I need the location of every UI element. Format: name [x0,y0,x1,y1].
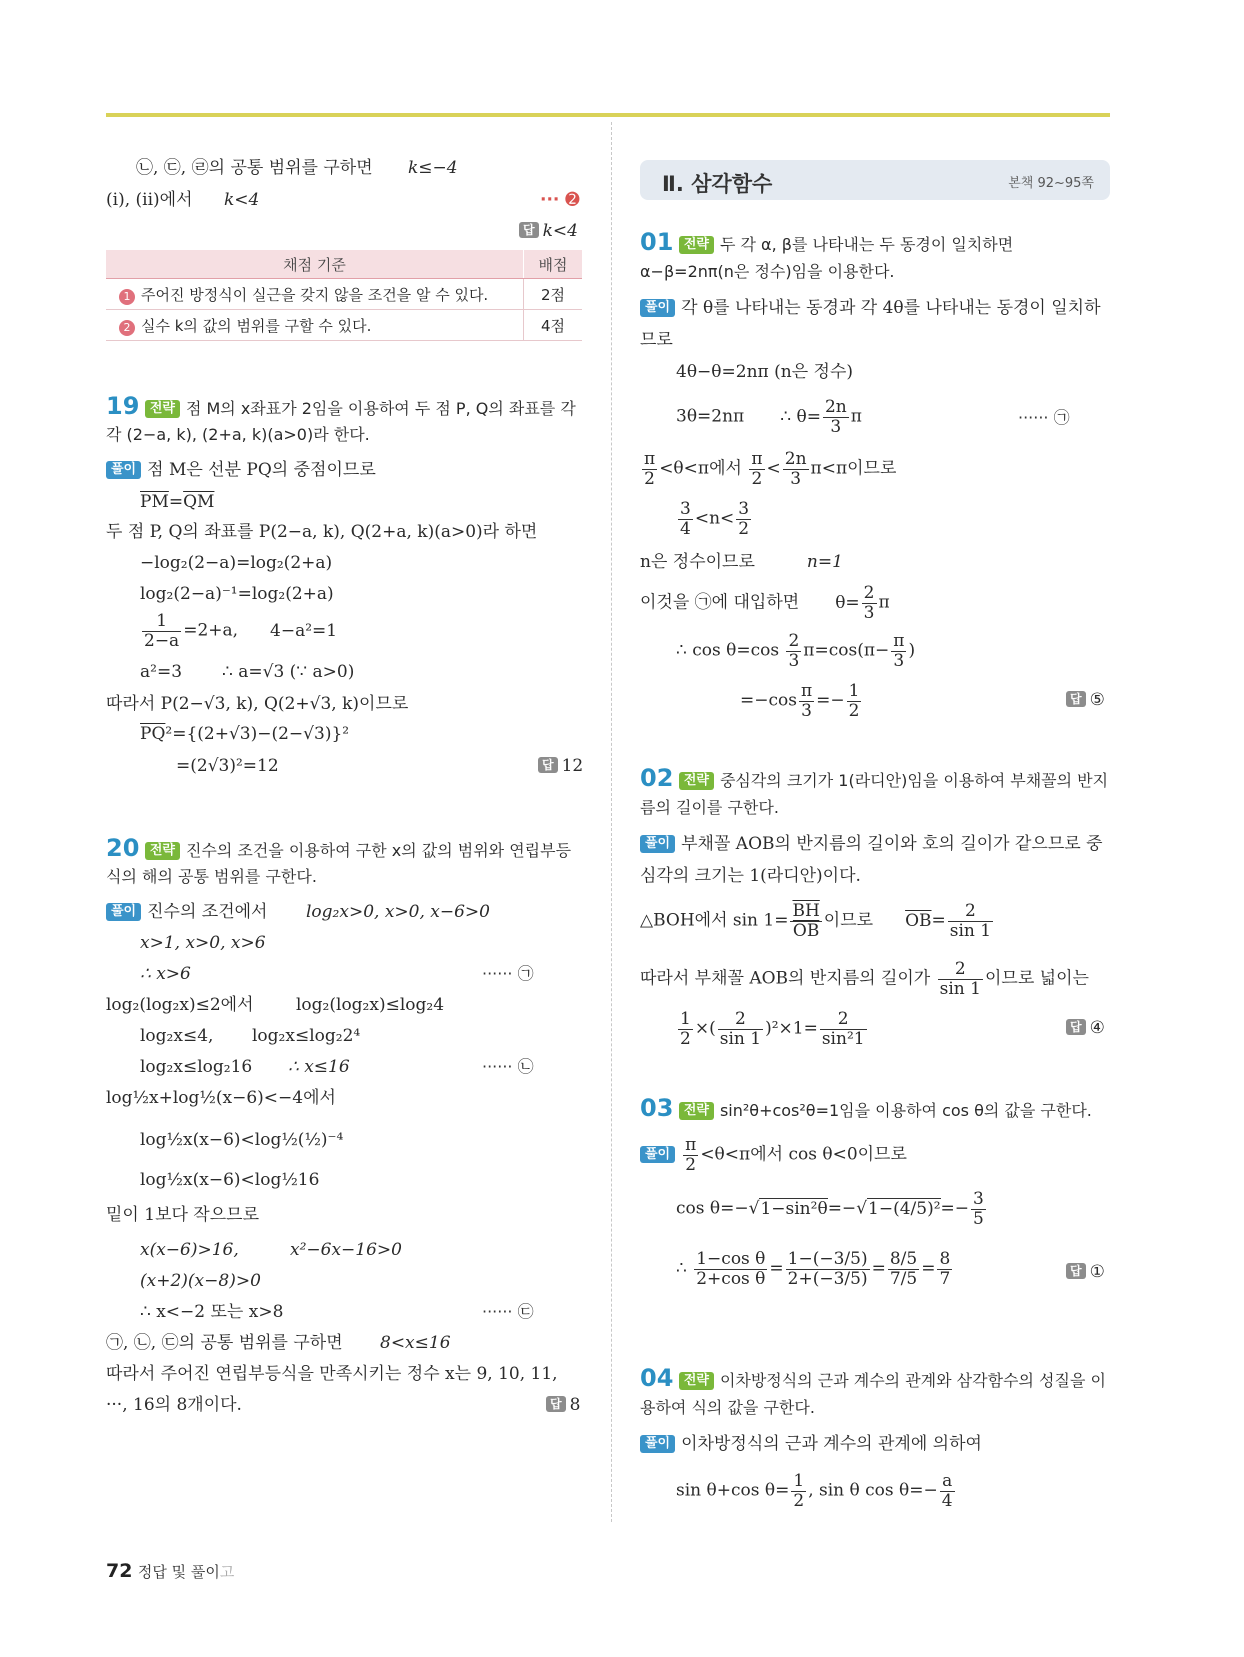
answer-03: 답 ① [1066,1262,1105,1282]
math-line: $\overline{PQ}^2=\{(2+√3)-(2-√3)\}^2$ [140,724,350,744]
text-line: 따라서 주어진 연립부등식을 만족시키는 정수 x는 9, 10, 11, [106,1364,558,1384]
answer-badge: 답 [1066,1019,1086,1035]
problem-03-heading [640,1094,1092,1123]
problem-02-heading [640,764,1108,793]
text-line: (i), (ii)에서 [106,190,193,210]
problem-number: 19 [106,392,140,420]
answer-badge: 답 [538,757,558,773]
solution-tag: 풀이 [106,903,141,921]
table-cell: 4점 [524,310,583,341]
strategy-tag: 전략 [679,772,714,790]
math-line: 이것을 ㉠에 대입하면 θ= $\frac{2}{3}$ π [640,583,890,623]
math-line: log₂x≤log₂16 [140,1057,253,1077]
circle-mark-2: ······ ㉡ [482,1057,534,1076]
math-line: sin θ+cos θ= $\frac{1}{2}$ , sin θ cos θ=− $\frac{a}{4}$ [676,1471,953,1511]
problem-04-heading [640,1364,1106,1393]
problem-number: 02 [640,764,674,792]
answer-badge: 답 [519,222,539,238]
math-line: log½x+log½(x−6)<−4에서 [106,1088,336,1108]
math-line: log₂x≤log₂2⁴ [252,1026,361,1046]
solution-line: 풀이 $\frac{\pi}{2}$ <θ<π에서 cos θ<0이므로 [640,1136,907,1174]
math-line: $\frac{1}{2}$ ×( $\frac{2}{\sin 1}$ )²×1= $\frac{2}{\text{sin²1}}$ [680,1009,865,1049]
circle-mark-1: ······ ㉠ [1018,408,1070,427]
answer-01: 답 ⑤ [1066,690,1105,710]
problem-number: 01 [640,228,674,256]
strategy-tag: 전략 [679,1102,714,1120]
text-line: 므로 [640,330,673,350]
math-line: ∴ x<−2 또는 x>8 [140,1302,284,1322]
answer-badge: 답 [546,1396,566,1412]
math-line: 따라서 부채꼴 AOB의 반지름의 길이가 $\frac{2}{\sin 1}$ 이므로 넓이는 [640,959,1089,999]
answer-badge: 답 [1066,1263,1086,1279]
strategy-text: 점 M의 x좌표가 2임을 이용하여 두 점 P, Q의 좌표를 각 [185,399,576,418]
strategy-text: 용하여 식의 값을 구한다. [640,1398,815,1417]
strategy-text: 중심각의 크기가 1(라디안)임을 이용하여 부채꼴의 반지 [719,771,1109,790]
solution-line: 풀이 각 θ를 나타내는 동경과 각 4θ를 나타내는 동경이 일치하 [640,298,1101,318]
math-line: $\overline{PM}=\overline{QM}$ [140,492,215,512]
strategy-tag: 전략 [145,842,180,860]
math-line: ∴ x≤16 [288,1057,350,1077]
solution-line: 풀이 점 M은 선분 PQ의 중점이므로 [106,460,376,480]
table-row [106,279,582,310]
strategy-text: 이차방정식의 근과 계수의 관계와 삼각함수의 성질을 이 [719,1371,1106,1390]
solution-tag: 풀이 [640,835,675,853]
chapter-header [640,160,1110,200]
math-line: =(2√3)²=12 [176,756,279,776]
problem-number: 04 [640,1364,674,1392]
math-line: log₂(log₂x)≤log₂4 [296,995,445,1015]
footer-label: 정답 및 풀이 [137,1563,220,1581]
footer-label-suffix: 고 [219,1563,235,1581]
strategy-tag: 전략 [679,1372,714,1390]
math-line: −log₂(2−a)=log₂(2+a) [140,553,333,573]
math-line: $\frac{3}{4}$ <n< $\frac{3}{2}$ [680,499,750,539]
text-line: ㉠, ㉡, ㉢의 공통 범위를 구하면 [106,1333,343,1353]
math-line: k<4 [224,190,260,210]
page-number: 72 [106,1560,133,1582]
math-line: ∴ $\frac{\text{1−cos θ}}{\text{2+cos θ}}$ = $\frac{1-(-3/5)}{2+(-3/5)}$ = $\frac{8/5}{7/5}$ = $\frac{8}{7}$ [676,1249,951,1289]
math-line: ∴ cos θ=cos $\frac{2}{3}$ π=cos(π− $\frac{\pi}{3}$ ) [676,631,916,671]
answer-top: 답 k<4 [519,221,578,241]
answer-badge: 답 [1066,691,1086,707]
text-line: 심각의 크기는 1(라디안)이다. [640,866,861,886]
row-number: 1 [119,289,135,305]
strategy-tag: 전략 [145,400,180,418]
text-line: 따라서 P(2−√3, k), Q(2+√3, k)이므로 [106,694,409,714]
math-line: △BOH에서 sin 1= $\frac{\overline{BH}}{OB}$ 이므로 $\overline{OB}=$ $\frac{2}{\sin 1}$ [640,901,992,941]
strategy-text: 식의 해의 공통 범위를 구한다. [106,867,317,886]
grading-table [106,250,582,341]
solution-line: 풀이 진수의 조건에서 [106,902,267,922]
problem-number: 03 [640,1094,674,1122]
math-line: $\frac{1}{2-a}$ =2+a, 4−a²=1 [144,611,338,651]
solution-tag: 풀이 [640,299,675,317]
solution-line: 풀이 이차방정식의 근과 계수의 관계에 의하여 [640,1434,982,1454]
table-row [106,310,582,341]
strategy-text: 두 각 α, β를 나타내는 두 동경이 일치하면 [719,235,1014,254]
strategy-tag: 전략 [679,236,714,254]
math-line: log₂(2−a)⁻¹=log₂(2+a) [140,584,334,604]
problem-01-heading [640,228,1013,257]
answer-02: 답 ④ [1066,1018,1105,1038]
table-cell: 주어진 방정식이 실근을 갖지 않을 조건을 알 수 있다. [141,285,489,304]
text-line: 두 점 P, Q의 좌표를 P(2−a, k), Q(2+a, k)(a>0)라 하면 [106,522,538,542]
math-line: cos θ=−√1−sin²θ=−√1−(4/5)²=− $\frac{3}{5}$ [676,1189,984,1229]
strategy-text: sin²θ+cos²θ=1임을 이용하여 cos θ의 값을 구한다. [719,1101,1092,1120]
table-header: 배점 [524,250,583,279]
page-reference: 본책 92~95쪽 [1008,176,1094,191]
problem-19-heading [106,392,576,421]
math-line: x²−6x−16>0 [290,1240,402,1260]
math-line: log₂x>0, x>0, x−6>0 [306,902,490,922]
math-line: ∴ x>6 [140,964,191,984]
table-cell: 2점 [524,279,583,310]
math-line: x>1, x>0, x>6 [140,933,266,953]
top-rule [106,113,1110,117]
math-line: log½x(x−6)<log½16 [140,1170,320,1190]
strategy-text: 각 (2−a, k), (2+a, k)(a>0)라 한다. [106,425,370,444]
text-line: 밑이 1보다 작으므로 [106,1205,259,1225]
math-line: log₂x≤4, [140,1026,214,1046]
strategy-text: 진수의 조건을 이용하여 구한 x의 값의 범위와 연립부등 [185,841,572,860]
math-line: (x+2)(x−8)>0 [140,1271,261,1291]
footer [106,1560,234,1582]
table-header: 채점 기준 [106,250,524,279]
solution-line: 풀이 부채꼴 AOB의 반지름의 길이와 호의 길이가 같으므로 중 [640,834,1103,854]
step-mark-2: ··· ➋ [540,190,580,210]
math-line: 4θ−θ=2nπ (n은 정수) [676,362,853,382]
math-line: 3θ=2nπ ∴ θ= $\frac{2n}{3}$ π [676,397,862,437]
math-line: =−cos $\frac{\pi}{3}$ =− $\frac{1}{2}$ [740,681,860,721]
text-line: n은 정수이므로 n=1 [640,552,843,572]
answer-19: 답 12 [538,756,583,776]
circle-mark-3: ······ ㉢ [482,1302,534,1321]
math-line: log₂(log₂x)≤2에서 [106,995,254,1015]
chapter-title: Ⅱ. 삼각함수 [662,172,773,196]
answer-20: 답 8 [546,1395,580,1415]
math-line: 8<x≤16 [380,1333,451,1353]
solution-tag: 풀이 [640,1435,675,1453]
row-number: 2 [119,320,135,336]
strategy-text: 름의 길이를 구한다. [640,798,779,817]
solution-tag: 풀이 [640,1146,675,1164]
math-line: log½x(x−6)<log½(½)⁻⁴ [140,1130,344,1150]
math-line: k≤−4 [408,158,458,178]
math-line: x(x−6)>16, [140,1240,239,1260]
text-line: ···, 16의 8개이다. [106,1395,242,1415]
math-line: a²=3 ∴ a=√3 (∵ a>0) [140,662,355,682]
column-divider [611,122,612,1522]
text-line: ㉡, ㉢, ㉣의 공통 범위를 구하면 [136,158,373,178]
table-cell: 실수 k의 값의 범위를 구할 수 있다. [141,316,372,335]
problem-number: 20 [106,834,140,862]
strategy-text: α−β=2nπ(n은 정수)임을 이용한다. [640,262,895,281]
solution-tag: 풀이 [106,461,141,479]
circle-mark-1: ······ ㉠ [482,964,534,983]
math-line: $\frac{\pi}{2}$ <θ<π에서 $\frac{\pi}{2}$ < $\frac{2n}{3}$ π<π이므로 [644,449,897,489]
problem-20-heading [106,834,571,863]
